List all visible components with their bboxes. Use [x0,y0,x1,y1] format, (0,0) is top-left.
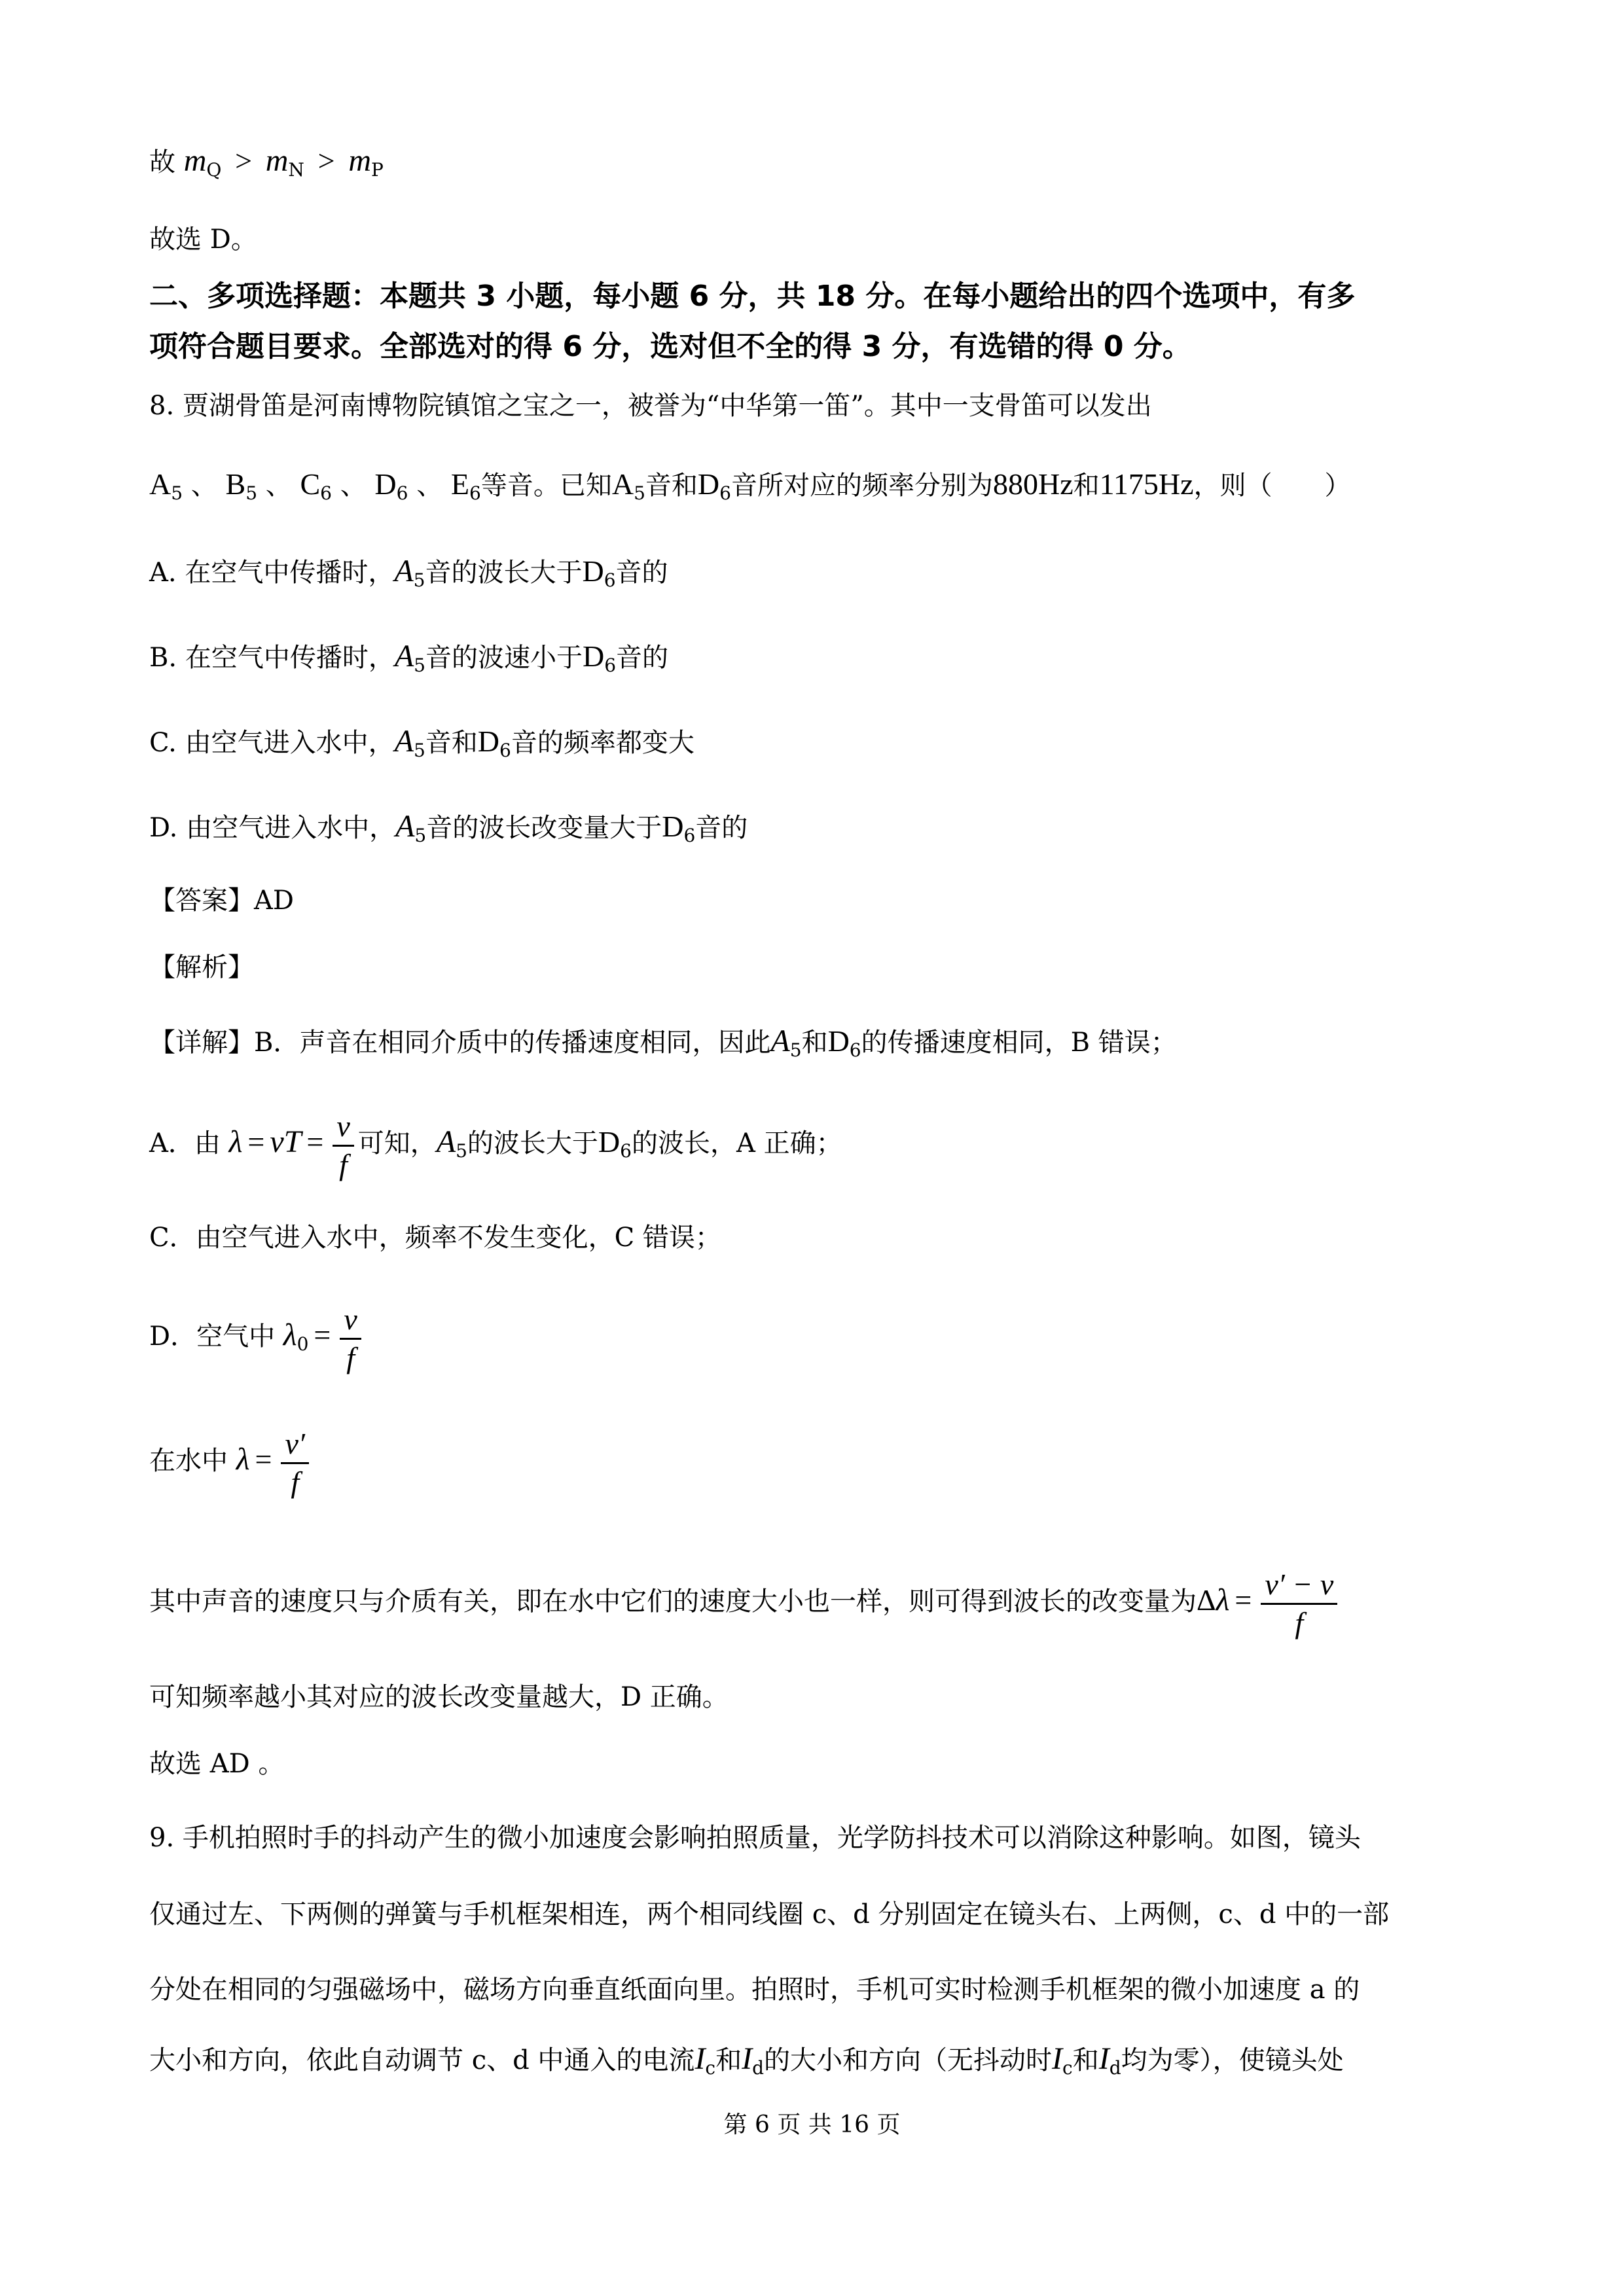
note-d: D [697,467,720,501]
text: 【详解】B．声音在相同介质中的传播速度相同，因此 [149,1028,771,1058]
eq-sign: = [1235,1583,1252,1617]
text: 的传播速度相同，B 错误； [861,1028,1177,1058]
text: 可知， [357,1128,437,1158]
subscript: 6 [469,482,481,504]
text: A. 在空气中传播时， [149,558,395,588]
text: 其中声音的速度只与介质有关，即在水中它们的速度大小也一样，则可得到波长的改变量为 [149,1587,1197,1617]
subscript: 5 [789,1039,802,1061]
math-a: A [395,809,415,844]
gt-sign: > [317,144,335,177]
denominator: f [1295,1605,1304,1640]
math-v: v [270,1124,284,1159]
text: 故 [149,147,175,177]
subscript: Q [206,159,222,181]
subscript: 0 [297,1333,309,1355]
math-d: D [662,810,684,843]
subscript: 6 [620,1140,632,1162]
subscript: c [1062,2057,1073,2079]
subscript: 5 [456,1140,467,1162]
detail-c-line: C．由空气进入水中，频率不发生变化，C 错误； [149,1223,721,1253]
frequency-1: 880Hz [992,467,1074,501]
math-a: A [394,554,414,588]
text: 和 [715,2045,742,2075]
eq-sign: = [306,1125,324,1158]
note-e: E [450,467,470,501]
subscript: 6 [396,482,408,504]
q9-line-3: 分处在相同的匀强磁场中，磁场方向垂直纸面向里。拍照时，手机可实时检测手机框架的微小加速度 a 的 [149,1975,1360,2005]
subscript: d [1109,2057,1121,2079]
separator: 、 [190,471,217,501]
numerator: v [340,1302,361,1340]
eq-sign: = [314,1318,331,1352]
text: 在水中 [149,1446,228,1476]
subscript: 5 [414,825,427,846]
comparison-line [149,143,384,181]
subscript: 5 [413,569,425,591]
subscript: 6 [719,482,731,504]
analysis-label: 【解析】 [149,952,254,982]
denominator: f [346,1340,355,1374]
text: 音所对应的频率分别为 [731,471,993,501]
math-i: I [695,2041,706,2076]
q9-line-2: 仅通过左、下两侧的弹簧与手机框架相连，两个相同线圈 c、d 分别固定在镜头右、上两侧，c、d 中的一部 [149,1899,1390,1929]
math-m: m [183,143,207,178]
text: 音的 [615,558,668,588]
subscript: d [752,2057,765,2079]
math-a: A [770,1024,790,1058]
denominator: f [339,1147,348,1181]
text: 的波长大于 [467,1128,598,1158]
separator: 、 [340,471,367,501]
math-a: A [394,724,414,759]
section-heading-line-2: 项符合题目要求。全部选对的得 6 分，选对但不全的得 3 分，有选错的得 0 分。 [149,330,1191,363]
subscript: 5 [245,482,258,504]
conclusion-line: 可知频率越小其对应的波长改变量越大，D 正确。 [149,1682,729,1712]
fraction-vprime-over-f [281,1427,308,1499]
water-line [149,1424,313,1499]
subscript: 6 [683,825,696,846]
final-answer-line: 故选 AD 。 [149,1749,285,1779]
text: 音的波速小于 [425,643,583,673]
separator: 、 [416,471,443,501]
math-i: I [742,2041,753,2076]
q8-stem-line-1: 8. 贾湖骨笛是河南博物院镇馆之宝之一，被誉为“中华第一笛”。其中一支骨笛可以发出 [149,391,1152,421]
fraction-delta-v-over-f [1261,1568,1337,1640]
fraction-v-over-f [333,1109,353,1182]
fraction-v-over-f [340,1302,361,1375]
subscript: 6 [604,569,616,591]
math-lambda: λ [1216,1583,1230,1617]
text: 和 [801,1028,828,1058]
math-d: D [598,1125,621,1158]
gt-sign: > [235,144,253,177]
subscript: 6 [849,1039,861,1061]
numerator: v′ − v [1261,1568,1337,1605]
subscript: P [370,159,384,181]
math-a: A [436,1124,456,1159]
eq-sign: = [255,1443,272,1476]
q8-option-a [149,553,668,591]
note-a: A [611,467,634,501]
math-d: D [827,1024,850,1058]
choose-d-line: 故选 D。 [149,224,257,255]
text: A．由 [149,1128,221,1158]
subscript: c [705,2057,716,2079]
subscript: 6 [604,655,617,676]
q8-option-d [149,808,748,846]
subscript: 5 [414,655,425,676]
text: 音和 [645,471,698,501]
math-i: I [1052,2041,1063,2076]
text: ，则（ ） [1193,471,1351,501]
q8-stem-line-2 [149,466,1351,504]
text: 音的 [616,643,669,673]
section-heading-line-1: 二、多项选择题：本题共 3 小题，每小题 6 分，共 18 分。在每小题给出的四个选项中，有多 [149,279,1356,313]
subscript: 5 [634,482,645,504]
numerator: v [333,1109,353,1147]
answer-line: 【答案】AD [149,886,294,916]
subscript: 5 [413,740,425,761]
q9-line-1: 9. 手机拍照时手的抖动产生的微小加速度会影响拍照质量，光学防抖技术可以消除这种影响。如图，镜头 [149,1823,1361,1853]
note-d: D [374,467,397,501]
math-lambda: λ [236,1442,250,1477]
note-a: A [149,467,171,501]
text: D. 由空气进入水中， [149,813,396,843]
text: 音的频率都变大 [511,728,695,758]
detail-a-line [149,1106,842,1182]
delta-lambda-line [149,1564,1341,1640]
detail-d-line [149,1299,365,1375]
text: 音的 [695,813,748,843]
text: 音的波长大于 [425,558,583,588]
text: 音和 [425,728,478,758]
detail-b-line [149,1023,1177,1061]
text: 的大小和方向（无抖动时 [764,2045,1053,2075]
math-m: m [265,143,289,178]
math-m: m [348,143,371,178]
math-lambda: λ [228,1124,243,1159]
eq-sign: = [247,1125,265,1158]
denominator: f [291,1465,300,1499]
frequency-2: 1175Hz [1099,467,1194,501]
text: 等音。已知 [480,471,612,501]
text: 大小和方向，依此自动调节 c、d 中通入的电流 [149,2045,695,2075]
page-footer: 第 6 页 共 16 页 [723,2111,901,2138]
q8-option-b [149,638,668,676]
numerator: v′ [281,1427,308,1464]
q8-option-c [149,723,695,761]
separator: 、 [265,471,292,501]
math-a: A [394,639,414,673]
text: 和 [1073,471,1100,501]
text: 音的波长改变量大于 [426,813,662,843]
note-c: C [300,467,321,501]
math-d: D [582,554,604,588]
text: B. 在空气中传播时， [149,643,395,673]
text: 和 [1072,2045,1099,2075]
math-i: I [1098,2041,1110,2076]
subscript: 6 [499,740,511,761]
math-t: T [283,1124,302,1159]
math-delta: Δ [1197,1583,1216,1617]
text: 均为零），使镜头处 [1121,2045,1344,2075]
note-b: B [225,467,246,501]
math-d: D [477,725,499,758]
text: C. 由空气进入水中， [149,728,395,758]
subscript: 6 [320,482,332,504]
text: 的波长，A 正确； [631,1128,842,1158]
subscript: 5 [171,482,183,504]
math-d: D [582,639,605,673]
subscript: N [288,159,304,181]
math-lambda: λ [283,1318,297,1352]
text: D．空气中 [149,1321,276,1352]
q9-line-4 [149,2041,1344,2079]
